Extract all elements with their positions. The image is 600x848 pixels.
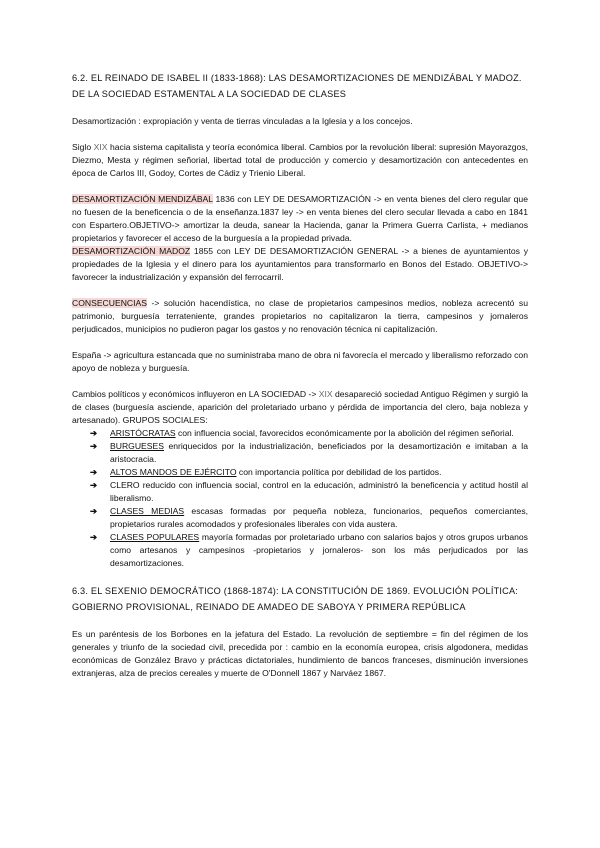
social-group-aristocratas — [72, 427, 528, 440]
arrow-icon: ➔ — [90, 467, 98, 477]
madoz-highlight: DESAMORTIZACIÓN MADOZ — [72, 246, 191, 256]
social-group-clases-medias — [72, 505, 528, 531]
mendizabal-highlight: DESAMORTIZACIÓN MENDIZÁBAL — [72, 194, 213, 204]
desamortizacion-definition: Desamortización : expropiación y venta de tierras vinculadas a la Iglesia y a los concejos. — [72, 116, 413, 126]
consecuencias-text: -> solución hacendística, no clase de propietarios campesinos medios, nobleza acrecentó su patrimonio, burguesía terrateniente, grandes propietarios no capitalizaron la tierra, campesinos y jornaleros perjudicados, municipios no pudieron pagar los gastos y no renovación técnica ni capitalización. — [72, 298, 528, 334]
siglo-xix-paragraph — [72, 141, 528, 180]
espana-paragraph: España -> agricultura estancada que no suministraba mano de obra ni favorecía el mercado y liberalismo reforzado con apoyo de nobleza y burguesía. — [72, 350, 528, 373]
social-groups-list — [72, 427, 528, 570]
arrow-icon: ➔ — [90, 532, 98, 542]
section-62-title: 6.2. EL REINADO DE ISABEL II (1833-1868): LAS DESAMORTIZACIONES DE MENDIZÁBAL Y MADOZ. DE LA SOCIEDAD ESTAMENTAL A LA SOCIEDAD DE CLASES — [72, 73, 522, 99]
cambios-paragraph — [72, 388, 528, 427]
madoz-paragraph — [72, 245, 528, 284]
arrow-icon: ➔ — [90, 428, 98, 438]
siglo-text: hacia sistema capitalista y teoría económica liberal. Cambios por la revolución liberal: supresión Mayorazgos, Diezmo, Mesta y régimen señorial, libertad total de producción y comercio y desamortización con antecedentes en época de Carlos III, Godoy, Cortes de Cádiz y Trienio Liberal. — [72, 142, 529, 178]
group-text: enriquecidos por la industrialización, beneficiados por la desamortización e imitaban a la aristocracia. — [110, 441, 528, 464]
group-label: BURGUESES — [110, 441, 164, 451]
social-group-burgueses — [72, 440, 528, 466]
group-text: con importancia política por debilidad de los partidos. — [236, 467, 442, 477]
section-63-title: 6.3. EL SEXENIO DEMOCRÁTICO (1868-1874): LA CONSTITUCIÓN DE 1869. EVOLUCIÓN POLÍTICA: GOBIERNO PROVISIONAL, REINADO DE AMADEO DE SABOYA Y PRIMERA REPÚBLICA — [72, 586, 519, 612]
document-page — [72, 70, 528, 680]
social-group-clases-populares — [72, 531, 528, 570]
siglo-roman-numeral: XIX — [93, 142, 108, 152]
consecuencias-highlight: CONSECUENCIAS — [72, 298, 147, 308]
arrow-icon: ➔ — [90, 441, 98, 451]
group-label: ALTOS MANDOS DE EJÉRCITO — [110, 467, 237, 477]
group-text: escasas formadas por pequeña nobleza, funcionarios, pequeños comerciantes, propietarios rurales acomodados y profesionales liberales con vida austera. — [110, 506, 528, 529]
group-text: CLERO reducido con influencia social, control en la educación, administró la beneficencia y actitud hostil al liberalismo. — [110, 480, 528, 503]
siglo-prefix: Siglo — [72, 142, 94, 152]
group-label: CLASES POPULARES — [110, 532, 200, 542]
cambios-roman-numeral: XIX — [318, 389, 333, 399]
group-label: CLASES MEDIAS — [110, 506, 185, 516]
cambios-text: desapareció sociedad Antiguo Régimen y surgió la de clases (burguesía asciende, aparición del proletariado urbano y pérdida de importancia del clero, baja nobleza y artesanado). GRUPOS SOCIALES: — [72, 389, 529, 425]
social-group-altos-mandos — [72, 466, 528, 479]
parentesis-paragraph: Es un paréntesis de los Borbones en la jefatura del Estado. La revolución de septiembre = fin del régimen de los generales y triunfo de la sociedad civil, precedida por : cambio en la economía europea, crisis algodonera, medidas económicas de González Bravo y prácticas dictatoriales, hundimiento de bancos franceses, disminución inversiones extranjeras, alza de precios cereales y muerte de O'Donnell 1867 y Narváez 1867. — [72, 629, 528, 678]
group-text: con influencia social, favorecidos económicamente por la abolición del régimen señorial. — [175, 428, 514, 438]
mendizabal-paragraph — [72, 193, 528, 245]
group-text: mayoría formadas por proletariado urbano con salarios bajos y otros grupos urbanos como artesanos y campesinos -propietarios y jornaleros- son los más perjudicados por las desamortizaciones. — [110, 532, 528, 568]
mendizabal-text: 1836 con LEY DE DESAMORTIZACIÓN -> en venta bienes del clero regular que no fuesen de la beneficencia o de la enseñanza.1837 ley -> en venta bienes del clero secular llevada a cabo en 1841 con Espartero.OBJETIVO-> amortizar la deuda, sanear la Hacienda, ganar la Primera Guerra Carlista, + medianos propietarios y favorecer el acceso de la burguesía a la propiedad privada. — [72, 194, 528, 243]
social-group-clero — [72, 479, 528, 505]
madoz-text: 1855 con LEY DE DESAMORTIZACIÓN GENERAL -> a bienes de ayuntamientos y propiedades de la Iglesia y el dinero para los ayuntamientos para transformarlo en Bonos del Estado. OBJETIVO-> favorecer la industrialización y expansión del ferrocarril. — [72, 246, 528, 282]
arrow-icon: ➔ — [90, 480, 98, 490]
consecuencias-paragraph — [72, 297, 528, 336]
group-label: ARISTÓCRATAS — [110, 428, 176, 438]
arrow-icon: ➔ — [90, 506, 98, 516]
cambios-prefix: Cambios políticos y económicos influyeron en LA SOCIEDAD -> — [72, 389, 319, 399]
